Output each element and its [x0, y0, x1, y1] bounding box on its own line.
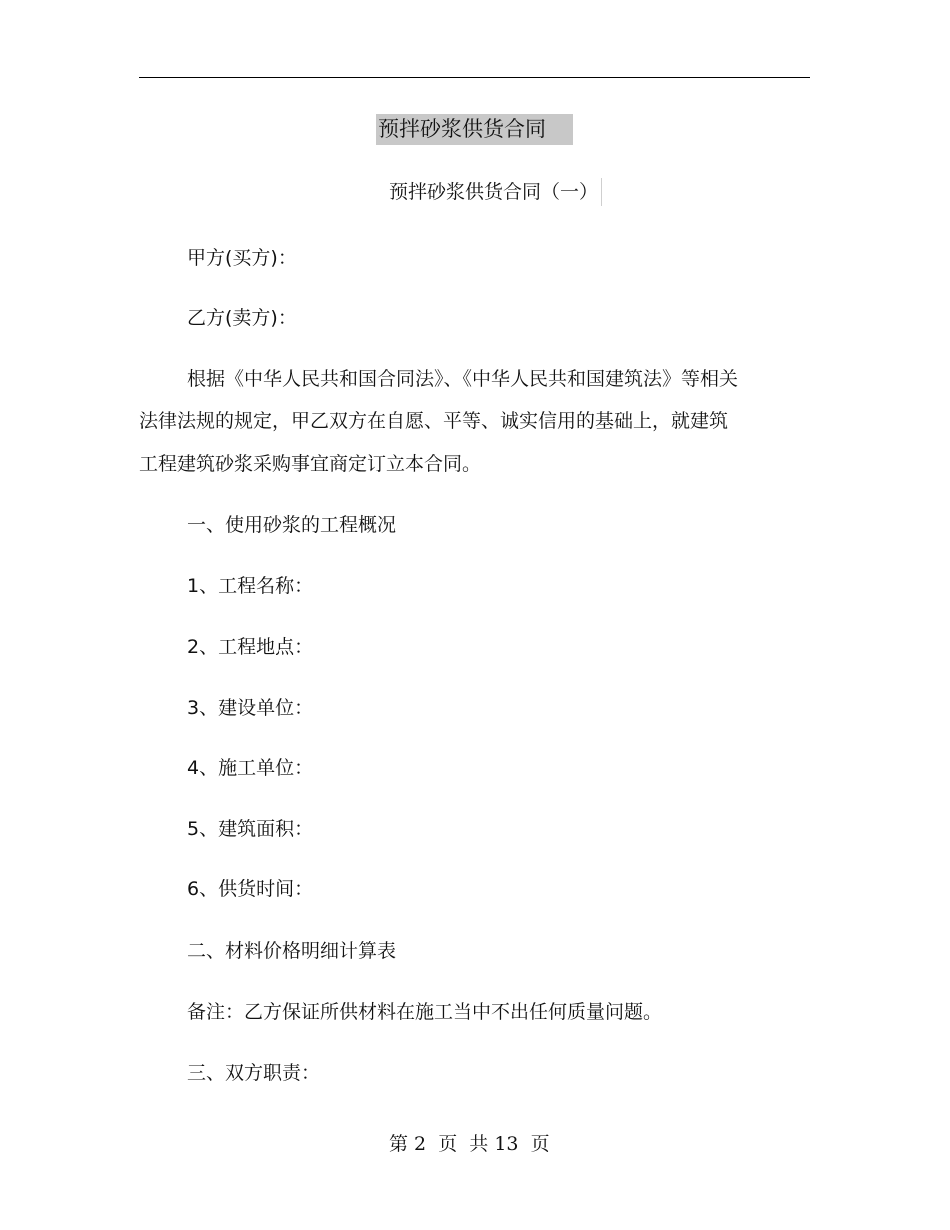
project-name-item: 1、工程名称：	[187, 575, 314, 597]
contract-subtitle: 预拌砂浆供货合同（一）	[389, 178, 602, 206]
project-location-item: 2、工程地点：	[187, 636, 314, 658]
page-number-footer: 第 2 页 共 13 页	[389, 1133, 550, 1155]
party-b-line: 乙方(卖方)：	[187, 307, 297, 329]
construction-owner-item: 3、建设单位：	[187, 697, 314, 719]
building-area-item: 5、建筑面积：	[187, 818, 314, 840]
remark-note: 备注：乙方保证所供材料在施工当中不出任何质量问题。	[187, 1001, 663, 1023]
party-a-line: 甲方(买方)：	[187, 247, 297, 269]
intro-paragraph-line-1: 根据《中华人民共和国合同法》、《中华人民共和国建筑法》等相关	[187, 368, 739, 390]
intro-paragraph-line-3: 工程建筑砂浆采购事宜商定订立本合同。	[139, 453, 482, 475]
section-3-heading: 三、双方职责：	[187, 1062, 321, 1084]
contractor-item: 4、施工单位：	[187, 757, 314, 779]
section-2-heading: 二、材料价格明细计算表	[187, 940, 397, 962]
section-1-heading: 一、使用砂浆的工程概况	[187, 514, 397, 536]
supply-time-item: 6、供货时间：	[187, 878, 314, 900]
header-rule	[139, 77, 810, 78]
document-title: 预拌砂浆供货合同	[376, 114, 573, 145]
intro-paragraph-line-2: 法律法规的规定，甲乙双方在自愿、平等、诚实信用的基础上，就建筑	[139, 410, 729, 432]
